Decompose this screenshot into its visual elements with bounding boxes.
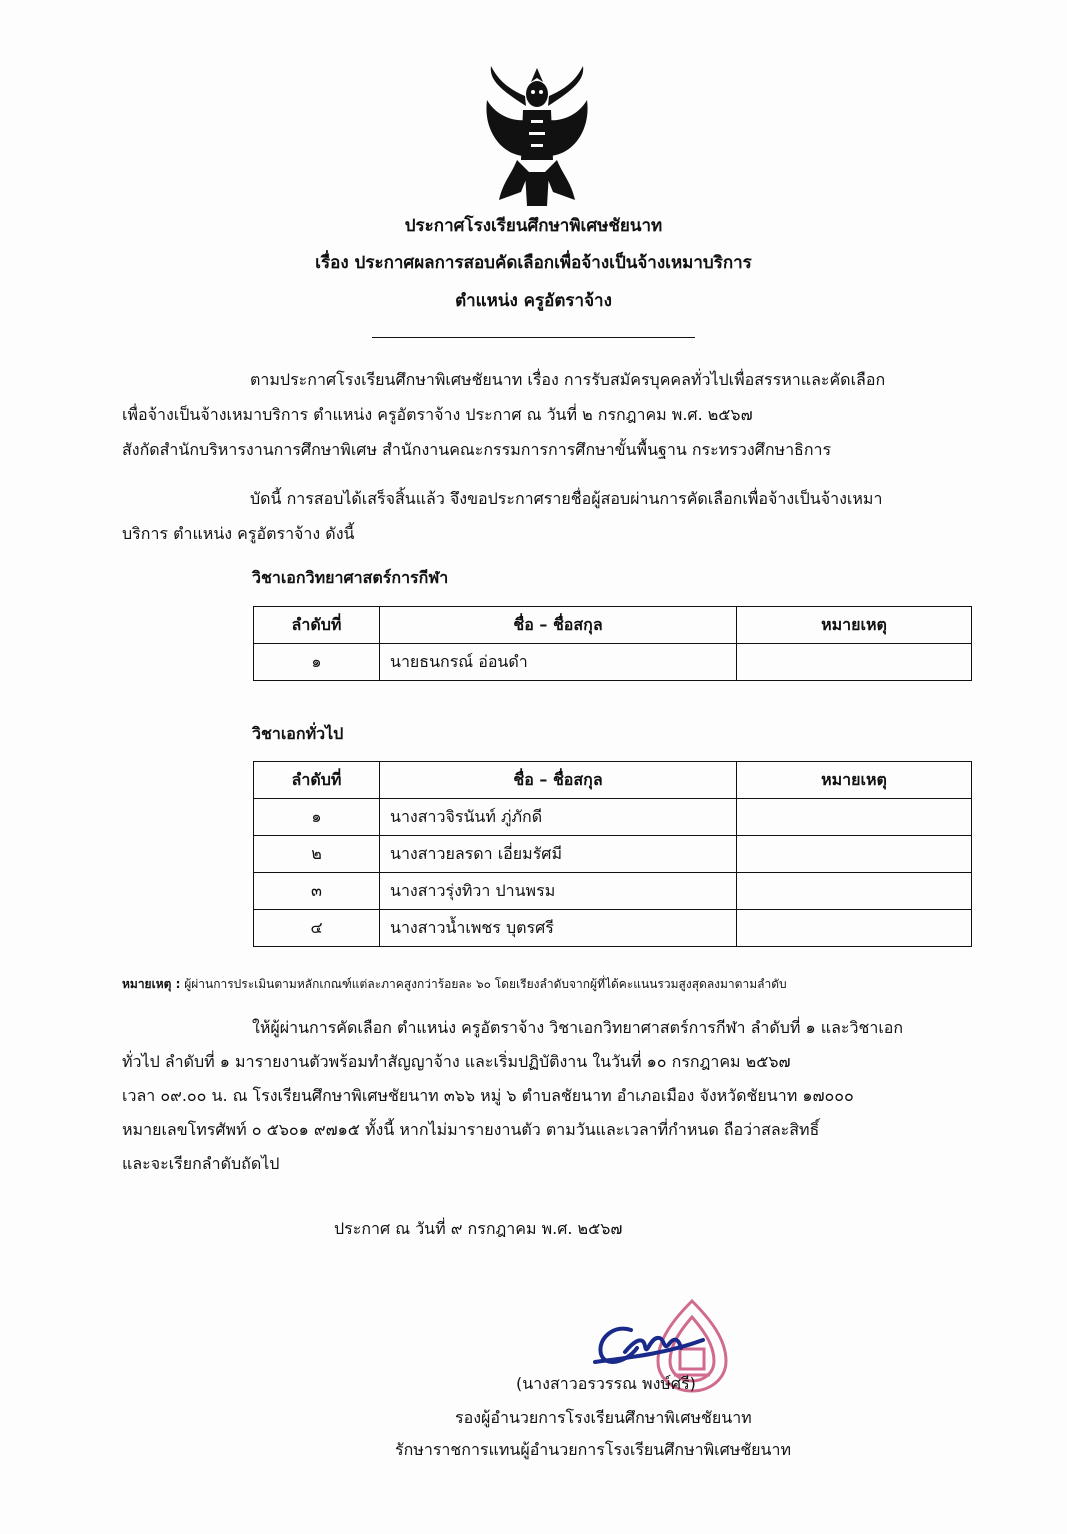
closing-line-2: ทั่วไป ลำดับที่ ๑ มารายงานตัวพร้อมทำสัญญาจ้าง และเริ่มปฏิบัติงาน ในวันที่ ๑๐ กรกฎาคม ๒๕๖๗: [122, 1052, 791, 1071]
paragraph-2-line-1: บัดนี้ การสอบได้เสร็จสิ้นแล้ว จึงขอประกาศรายชื่อผู้สอบผ่านการคัดเลือกเพื่อจ้างเป็นจ้างเหมา: [250, 489, 883, 508]
table-header-row: [254, 607, 972, 644]
note-label: หมายเหตุ :: [122, 977, 181, 991]
general-table: [253, 761, 972, 947]
column-header-name: ชื่อ – ชื่อสกุล: [380, 762, 737, 799]
row-remark: [737, 836, 972, 873]
announcement-subject: เรื่อง ประกาศผลการสอบคัดเลือกเพื่อจ้างเป็นจ้างเหมาบริการ: [315, 253, 752, 273]
table-note: [122, 975, 787, 994]
paragraph-1-line-3: สังกัดสำนักบริหารงานการศึกษาพิเศษ สำนักงานคณะกรรมการการศึกษาขั้นพื้นฐาน กระทรวงศึกษาธิการ: [122, 440, 832, 459]
row-no: ๑: [254, 799, 380, 836]
column-header-no: ลำดับที่: [254, 607, 380, 644]
announcement-position: ตำแหน่ง ครูอัตราจ้าง: [455, 291, 612, 311]
row-name: นายธนกรณ์ อ่อนดำ: [380, 644, 737, 681]
closing-line-4: หมายเลขโทรศัพท์ ๐ ๕๖๐๑ ๙๗๑๕ ทั้งนี้ หากไม่มารายงานตัว ตามวันและเวลาที่กำหนด ถือว่าสละสิทธิ์: [122, 1120, 820, 1139]
row-remark: [737, 910, 972, 947]
row-no: ๑: [254, 644, 380, 681]
row-remark: [737, 873, 972, 910]
column-header-name: ชื่อ – ชื่อสกุล: [380, 607, 737, 644]
column-header-remark: หมายเหตุ: [737, 607, 972, 644]
announcement-title: ประกาศโรงเรียนศึกษาพิเศษชัยนาท: [404, 216, 663, 236]
table-row: [254, 910, 972, 947]
closing-line-1: ให้ผู้ผ่านการคัดเลือก ตำแหน่ง ครูอัตราจ้าง วิชาเอกวิทยาศาสตร์การกีฬา ลำดับที่ ๑ และวิชาเอก: [252, 1018, 904, 1037]
closing-line-3: เวลา ๐๙.๐๐ น. ณ โรงเรียนศึกษาพิเศษชัยนาท ๓๖๖ หมู่ ๖ ตำบลชัยนาท อำเภอเมือง จังหวัดชัยนาท ๑๗๐๐๐: [122, 1086, 854, 1105]
table-header-row: [254, 762, 972, 799]
paragraph-2-line-2: บริการ ตำแหน่ง ครูอัตราจ้าง ดังนี้: [122, 524, 355, 543]
signatory-title-2: รักษาราชการแทนผู้อำนวยการโรงเรียนศึกษาพิเศษชัยนาท: [395, 1440, 792, 1459]
title-divider: [372, 337, 695, 338]
paragraph-1-line-1: ตามประกาศโรงเรียนศึกษาพิเศษชัยนาท เรื่อง การรับสมัครบุคคลทั่วไปเพื่อสรรหาและคัดเลือก: [250, 370, 886, 389]
column-header-remark: หมายเหตุ: [737, 762, 972, 799]
closing-line-5: และจะเรียกลำดับถัดไป: [122, 1154, 280, 1173]
section-general-heading: วิชาเอกทั่วไป: [252, 724, 344, 743]
row-name: นางสาวจิรนันท์ ภู่ภักดี: [380, 799, 737, 836]
announcement-date: ประกาศ ณ วันที่ ๙ กรกฎาคม พ.ศ. ๒๕๖๗: [334, 1219, 623, 1238]
table-row: [254, 644, 972, 681]
row-name: นางสาวน้ำเพชร บุตรศรี: [380, 910, 737, 947]
row-remark: [737, 799, 972, 836]
row-no: ๓: [254, 873, 380, 910]
row-name: นางสาวรุ่งทิวา ปานพรม: [380, 873, 737, 910]
garuda-emblem-icon: [481, 60, 593, 210]
row-name: นางสาวยลรดา เอี่ยมรัศมี: [380, 836, 737, 873]
row-remark: [737, 644, 972, 681]
section-sports-science-heading: วิชาเอกวิทยาศาสตร์การกีฬา: [252, 568, 449, 587]
sports-science-table: [253, 606, 972, 681]
table-row: [254, 873, 972, 910]
table-row: [254, 836, 972, 873]
note-text: ผู้ผ่านการประเมินตามหลักเกณฑ์แต่ละภาคสูงกว่าร้อยละ ๖๐ โดยเรียงลำดับจากผู้ที่ได้คะแนนรวมสูงสุดลงมาตามลำดับ: [184, 977, 787, 991]
signatory-title-1: รองผู้อำนวยการโรงเรียนศึกษาพิเศษชัยนาท: [455, 1408, 752, 1427]
column-header-no: ลำดับที่: [254, 762, 380, 799]
row-no: ๔: [254, 910, 380, 947]
row-no: ๒: [254, 836, 380, 873]
paragraph-1-line-2: เพื่อจ้างเป็นจ้างเหมาบริการ ตำแหน่ง ครูอัตราจ้าง ประกาศ ณ วันที่ ๒ กรกฎาคม พ.ศ. ๒๕๖๗: [122, 405, 753, 424]
signatory-name: (นางสาวอรวรรณ พงษ์ศรี): [516, 1374, 696, 1393]
table-row: [254, 799, 972, 836]
